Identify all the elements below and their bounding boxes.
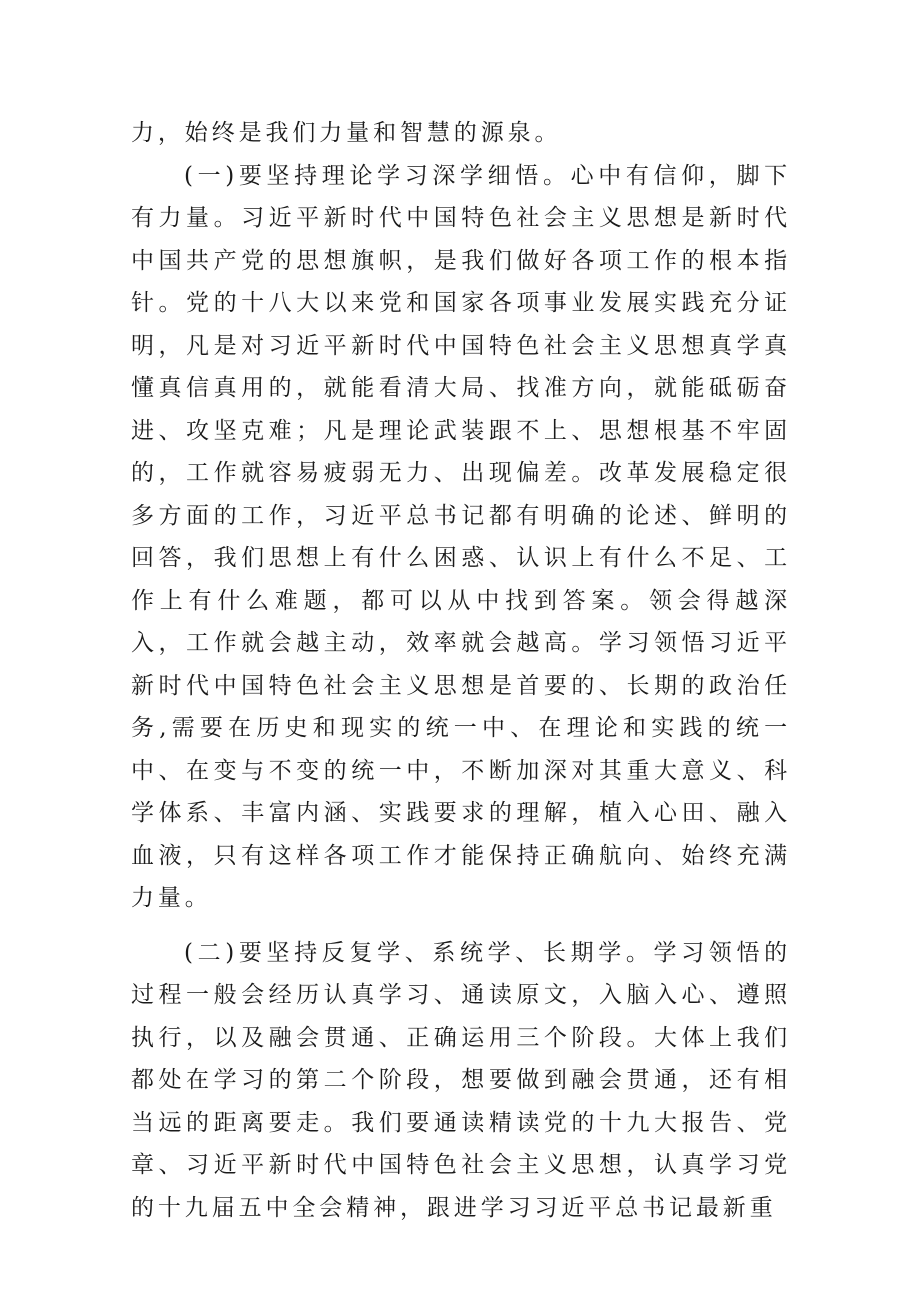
paragraph-continuation: 力，始终是我们力量和智慧的源泉。 [131, 120, 562, 146]
document-body [131, 112, 791, 1229]
paragraph-section-2: (二)要坚持反复学、系统学、长期学。学习领悟的过程一般会经历认真学习、通读原文，入脑入心、遵照执行，以及融会贯通、正确运用三个阶段。大体上我们都处在学习的第二个阶段，想要做到融会贯通，还有相当远的距离要走。我们要通读精读党的十九大报告、党章、习近平新时代中国特色社会主义思想，认真学习党的十九届五中全会精神，跟进学习习近平总书记最新重 [131, 939, 791, 1221]
paragraph-section-1: (一)要坚持理论学习深学细悟。心中有信仰，脚下有力量。习近平新时代中国特色社会主义思想是新时代中国共产党的思想旗帜，是我们做好各项工作的根本指针。党的十八大以来党和国家各项事业发展实践充分证明，凡是对习近平新时代中国特色社会主义思想真学真懂真信真用的，就能看清大局、找准方向，就能砥砺奋进、攻坚克难；凡是理论武装跟不上、思想根基不牢固的，工作就容易疲弱无力、出现偏差。改革发展稳定很多方面的工作，习近平总书记都有明确的论述、鲜明的回答，我们思想上有什么困惑、认识上有什么不足、工作上有什么难题，都可以从中找到答案。领会得越深入，工作就会越主动，效率就会越高。学习领悟习近平新时代中国特色社会主义思想是首要的、长期的政治任务,需要在历史和现实的统一中、在理论和实践的统一中、在变与不变的统一中，不断加深对其重大意义、科学体系、丰富内涵、实践要求的理解，植入心田、融入血液，只有这样各项工作才能保持正确航向、始终充满力量。 [131, 162, 791, 911]
